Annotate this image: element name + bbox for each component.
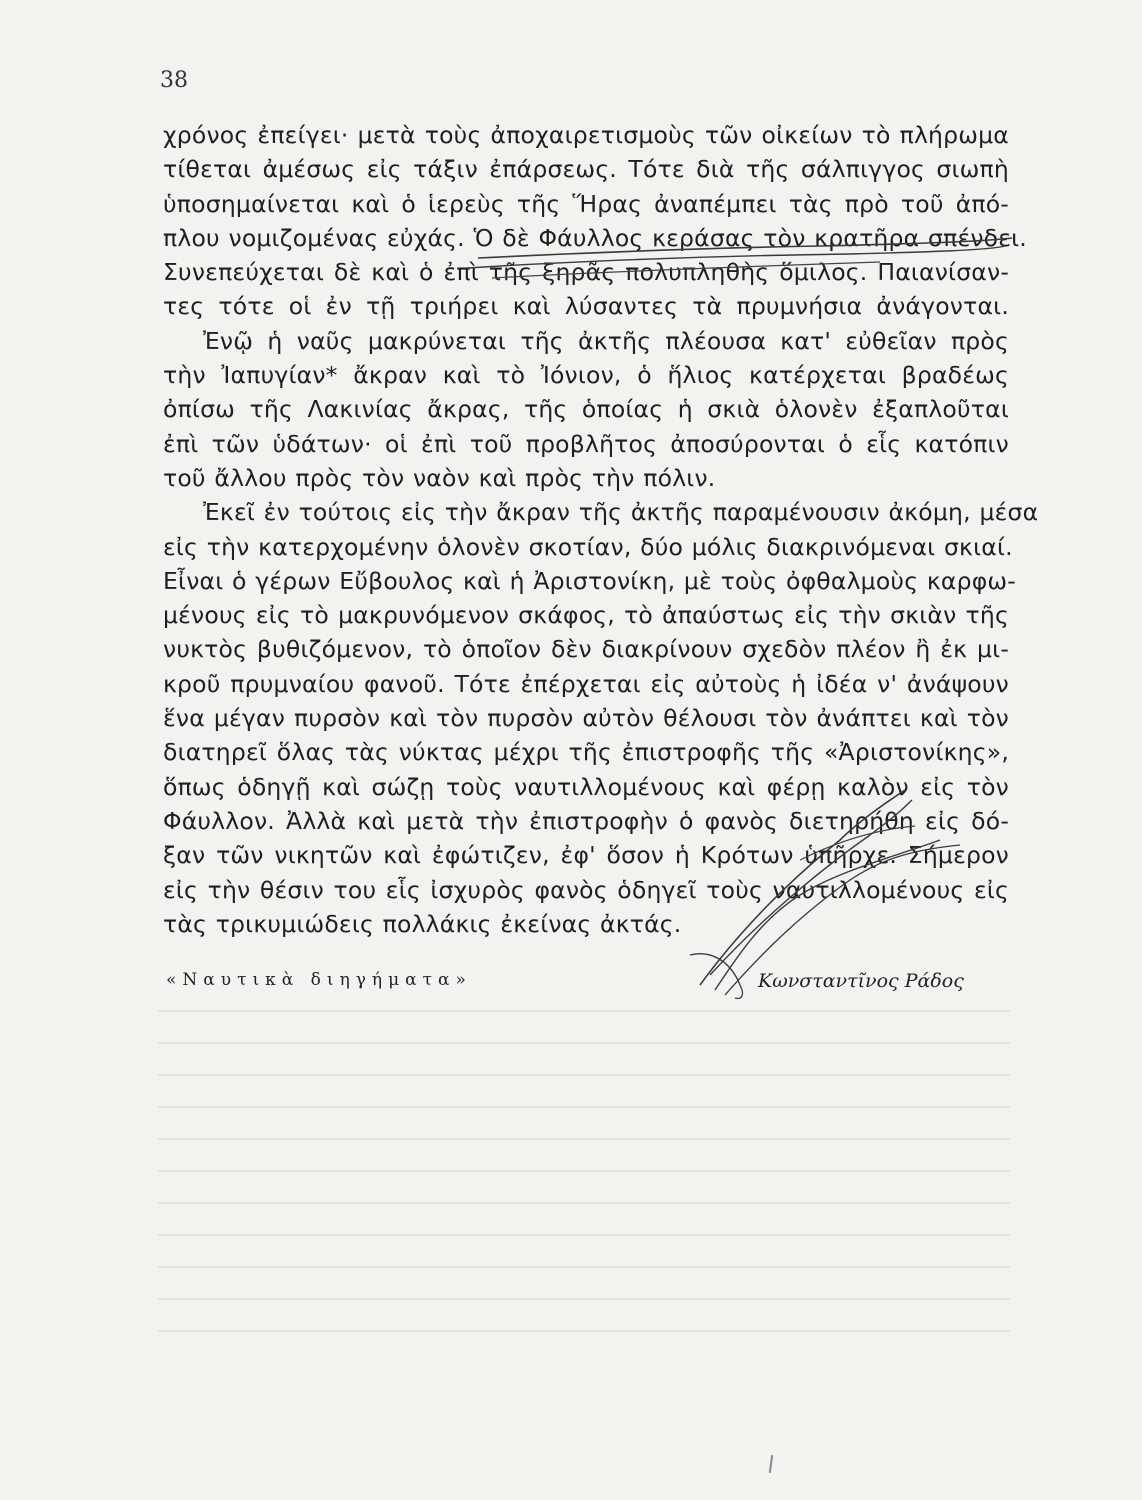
text-line: τες τότε οἱ ἐν τῇ τριήρει καὶ λύσαντες τὰ πρυμνήσια ἀνάγονται. [163, 292, 1009, 321]
margin-mark [769, 1455, 773, 1473]
source-citation: «Ναυτικὰ διηγήματα» [166, 970, 472, 990]
text-line: διατηρεῖ ὅλας τὰς νύκτας μέχρι τῆς ἐπιστροφῆς τῆς «Ἀριστονίκης», [163, 738, 1009, 767]
text-line: ἐπὶ τῶν ὑδάτων· οἱ ἐπὶ τοῦ προβλῆτος ἀποσύρονται ὁ εἷς κατόπιν [163, 429, 1009, 458]
text-line: ὅπως ὁδηγῇ καὶ σώζῃ τοὺς ναυτιλλομένους καὶ φέρῃ καλὸν εἰς τὸν [163, 772, 1009, 801]
text-line: ὑποσημαίνεται καὶ ὁ ἱερεὺς τῆς Ἥρας ἀναπέμπει τὰς πρὸ τοῦ ἀπό- [163, 189, 1009, 218]
text-line: ὀπίσω τῆς Λακινίας ἄκρας, τῆς ὁποίας ἡ σκιὰ ὁλονὲν ἐξαπλοῦται [163, 395, 1009, 424]
text-line: Φάυλλον. Ἀλλὰ καὶ μετὰ τὴν ἐπιστροφὴν ὁ φανὸς διετηρήθη εἰς δό- [163, 806, 1009, 835]
text-line: τὴν Ἰαπυγίαν* ἄκραν καὶ τὸ Ἰόνιον, ὁ ἥλιος κατέρχεται βραδέως [163, 361, 1009, 390]
text-line: τὰς τρικυμιώδεις πολλάκις ἐκείνας ἀκτάς. [163, 909, 682, 938]
text-line: τίθεται ἀμέσως εἰς τάξιν ἐπάρσεως. Τότε διὰ τῆς σάλπιγγος σιωπὴ [163, 155, 1009, 184]
bleed-line [158, 1010, 1010, 1012]
text-line: Εἶναι ὁ γέρων Εὔβουλος καὶ ἡ Ἀριστονίκη, μὲ τοὺς ὀφθαλμοὺς καρφω- [163, 566, 1016, 595]
bleed-line [158, 1170, 1010, 1172]
text-line: Ἐκεῖ ἐν τούτοις εἰς τὴν ἄκραν τῆς ἀκτῆς παραμένουσιν ἀκόμη, μέσα [203, 498, 1039, 527]
bleed-line [158, 1138, 1010, 1140]
bleed-line [158, 1330, 1010, 1332]
text-line: εἰς τὴν θέσιν του εἷς ἰσχυρὸς φανὸς ὁδηγεῖ τοὺς ναυτιλλομένους εἰς [163, 875, 1009, 904]
text-line: Συνεπεύχεται δὲ καὶ ὁ ἐπὶ τῆς ξηρᾶς πολυπληθὴς ὅμιλος. Παιανίσαν- [163, 258, 1009, 287]
text-line: κροῦ πρυμναίου φανοῦ. Τότε ἐπέρχεται εἰς αὐτοὺς ἡ ἰδέα ν' ἀνάψουν [163, 669, 1009, 698]
body-text [163, 118, 1039, 941]
scribble-mark [690, 954, 742, 999]
bleed-line [158, 1266, 1010, 1268]
text-line: εἰς τὴν κατερχομένην ὁλονὲν σκοτίαν, δύο μόλις διακρινόμεναι σκιαί. [163, 532, 1013, 561]
bleed-line [158, 1074, 1010, 1076]
bleed-line [158, 1106, 1010, 1108]
bleed-through-region [158, 1010, 1010, 1380]
text-line: τοῦ ἄλλου πρὸς τὸν ναὸν καὶ πρὸς τὴν πόλιν. [163, 463, 716, 492]
text-line: ἕνα μέγαν πυρσὸν καὶ τὸν πυρσὸν αὐτὸν θέλουσι τὸν ἀνάπτει καὶ τὸν [163, 704, 1009, 733]
bleed-line [158, 1234, 1010, 1236]
author-name: Κωνσταντῖνος Ράδος [758, 970, 964, 992]
bleed-line [158, 1042, 1010, 1044]
text-line: Ἐνῷ ἡ ναῦς μακρύνεται τῆς ἀκτῆς πλέουσα κατ' εὐθεῖαν πρὸς [203, 326, 1009, 355]
bleed-line [158, 1202, 1010, 1204]
page-number: 38 [160, 68, 188, 93]
text-line: νυκτὸς βυθιζόμενον, τὸ ὁποῖον δὲν διακρίνουν σχεδὸν πλέον ἢ ἐκ μι- [163, 635, 1009, 664]
bleed-line [158, 1298, 1010, 1300]
text-line: πλου νομιζομένας εὐχάς. Ὁ δὲ Φάυλλος κεράσας τὸν κρατῆρα σπένδει. [163, 223, 1027, 252]
text-line: μένους εἰς τὸ μακρυνόμενον σκάφος, τὸ ἀπαύστως εἰς τὴν σκιὰν τῆς [163, 601, 1009, 630]
text-line: ξαν τῶν νικητῶν καὶ ἐφώτιζεν, ἐφ' ὅσον ἡ Κρότων ὑπῆρχε. Σήμερον [163, 841, 1009, 870]
text-line: χρόνος ἐπείγει· μετὰ τοὺς ἀποχαιρετισμοὺς τῶν οἰκείων τὸ πλήρωμα [163, 121, 1009, 149]
